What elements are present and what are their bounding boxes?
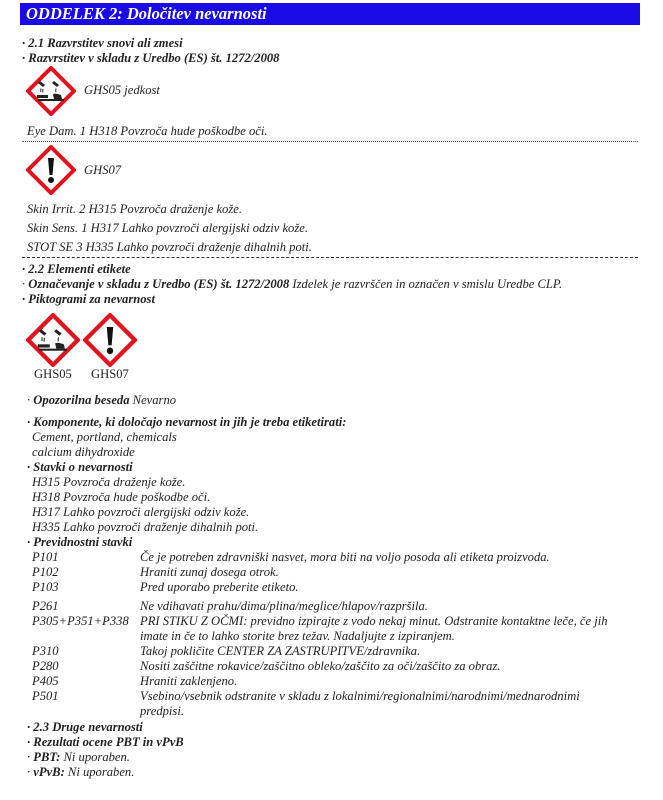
precaution-text: Vsebino/vsebnik odstranite v skladu z lokalnimi/regionalnimi/narodnimi/mednarodnimi [140, 689, 580, 703]
section-2-3-title: · 2.3 Druge nevarnosti [27, 720, 143, 734]
precaution-text: PRI STIKU Z OČMI: previdno izpirajte z vodo nekaj minut. Odstranite kontaktne leče, če jih [140, 614, 608, 628]
section-2-2-title: · 2.2 Elementi etikete [22, 262, 131, 276]
precaution-text: Hraniti zunaj dosega otrok. [140, 565, 279, 579]
precaution-text: Hraniti zaklenjeno. [140, 674, 238, 688]
section-2-1-title: · 2.1 Razvrstitev snovi ali zmesi [22, 36, 183, 50]
section-header: ODDELEK 2: Določitev nevarnosti [20, 3, 640, 25]
hazard-statement: H318 Povzroča hude poškodbe oči. [32, 490, 211, 504]
labelling-line: · Označevanje v skladu z Uredbo (ES) št. 1272/2008 Izdelek je razvrščen in označen v smislu Uredbe CLP. [22, 277, 563, 291]
hazard-statement: H335 Lahko povzroči draženje dihalnih poti. [32, 520, 259, 534]
ghs05-corrosion-icon [26, 66, 76, 116]
hazard-stot: STOT SE 3 H335 Lahko povzroči draženje dihalnih poti. [27, 240, 312, 254]
ghs07-exclamation-icon [26, 145, 76, 195]
precaution-text: Nositi zaščitne rokavice/zaščitno obleko/zaščito za oči/zaščito za obraz. [140, 659, 501, 673]
component-item: calcium dihydroxide [32, 445, 135, 459]
precautionary-statements-title: · Previdnostni stavki [27, 535, 133, 549]
pictogram-label-ghs07: GHS07 [91, 367, 129, 381]
precaution-code: P103 [32, 580, 59, 594]
precaution-code: P310 [32, 644, 59, 658]
ghs07-caption: GHS07 [84, 163, 122, 177]
precaution-text-continued: predpisi. [140, 704, 184, 718]
pictograms-title: · Piktogrami za nevarnost [22, 292, 155, 306]
precaution-code: P102 [32, 565, 59, 579]
hazard-statement: H315 Povzroča draženje kože. [32, 475, 186, 489]
hazard-statements-title: · Stavki o nevarnosti [27, 460, 133, 474]
classification-subtitle: · Razvrstitev v skladu z Uredbo (ES) št. 1272/2008 [22, 51, 280, 65]
hazard-statement: H317 Lahko povzroči alergijski odziv kože. [32, 505, 250, 519]
hazard-skin-irrit: Skin Irrit. 2 H315 Povzroča draženje kože. [27, 202, 242, 216]
precaution-text: Takoj pokličite CENTER ZA ZASTRUPITVE/zdravnika. [140, 644, 421, 658]
precaution-text-continued: imate in če to lahko storite brez težav. Nadaljujte z izpiranjem. [140, 629, 455, 643]
hazard-skin-sens: Skin Sens. 1 H317 Lahko povzroči alergijski odziv kože. [27, 221, 308, 235]
precaution-code: P405 [32, 674, 59, 688]
precaution-code: P305+P351+P338 [32, 614, 129, 628]
pbt-line: · PBT: Ni uporaben. [27, 750, 130, 764]
ghs05-corrosion-icon [26, 313, 80, 367]
precaution-code: P280 [32, 659, 59, 673]
precaution-code: P101 [32, 550, 59, 564]
ghs07-exclamation-icon [83, 313, 137, 367]
component-item: Cement, portland, chemicals [32, 430, 177, 444]
precaution-code: P261 [32, 599, 59, 613]
precaution-text: Pred uporabo preberite etiketo. [140, 580, 299, 594]
components-title: · Komponente, ki določajo nevarnost in jih je treba etiketirati: [27, 415, 347, 429]
precaution-code: P501 [32, 689, 59, 703]
divider [22, 141, 638, 142]
precaution-text: Če je potreben zdravniški nasvet, mora biti na voljo posoda ali etiketa proizvoda. [140, 550, 550, 564]
vpvb-line: · vPvB: Ni uporaben. [27, 765, 135, 779]
hazard-eye-dam: Eye Dam. 1 H318 Povzroča hude poškodbe oči. [27, 124, 268, 138]
ghs05-caption: GHS05 jedkost [84, 83, 160, 97]
precaution-text: Ne vdihavati prahu/dima/plina/meglice/hlapov/razpršila. [140, 599, 428, 613]
signal-word: · Opozorilna beseda Nevarno [27, 393, 177, 407]
section-divider [22, 257, 638, 258]
pbt-title: · Rezultati ocene PBT in vPvB [27, 735, 184, 749]
pictogram-label-ghs05: GHS05 [34, 367, 72, 381]
